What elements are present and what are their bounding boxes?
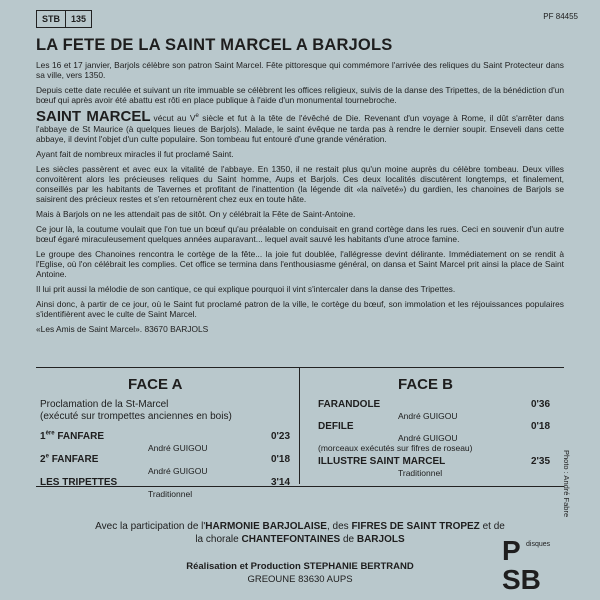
chorale-name: CHANTEFONTAINES [241,534,341,545]
face-b-track-2-note: (morceaux exécutés sur fifres de roseau) [318,443,473,453]
face-a-intro-line2: (exécuté sur trompettes anciennes en bois) [40,411,232,422]
participation-line-1 [36,520,564,533]
paragraph-9: Il lui prit aussi la mélodie de son cantique, ce qui explique pourquoi il vint s'intercaler dans la danse des Tripettes. [36,284,456,294]
face-a-track-2-duration: 0'18 [270,454,290,465]
face-a-track-1-duration: 0'23 [270,431,290,442]
face-a-heading: FACE A [128,376,183,393]
participation-line-2 [36,533,564,546]
track-number-suffix: ère [45,430,55,437]
track-number-suffix: e [45,453,49,460]
face-a-intro-line1: Proclamation de la St-Marcel [40,399,169,410]
participation-credits [36,520,564,546]
face-a-track-3-title: LES TRIPETTES [40,477,118,488]
face-a-track-2-credit: André GUIGOU [148,466,208,476]
paragraph-11-signature: «Les Amis de Saint Marcel». 83670 BARJOLS [36,324,209,334]
harmonie-name: HARMONIE BARJOLAISE [205,521,327,532]
photo-credit: Photo : André Fabre [562,450,571,518]
paragraph-6: Mais à Barjols on ne les attendait pas de sitôt. On y célébrait la Fête de Saint-Antoine. [36,209,356,219]
production-address: GREOUNE 83630 AUPS [247,574,353,585]
track-title: FANFARE [57,431,105,442]
face-b-track-1-duration: 0'36 [530,399,550,410]
face-b-track-2-credit: André GUIGOU [398,433,458,443]
production-credits [36,560,564,586]
face-b-track-1-title: FARANDOLE [318,399,381,410]
production-label: Réalisation et Production [186,561,304,572]
face-b-heading: FACE B [398,376,454,393]
label-prefix: STB [37,11,66,27]
face-b-track-3-title: ILLUSTRE SAINT MARCEL [318,456,446,467]
paragraph-7: Ce jour là, la coutume voulait que l'on tue un bœuf qu'au préalable on conduisait en grand cortège dans les rues. Ceci en souvenir d'un autre bœuf égaré miraculeusement quelques années auparavant... lequel avait sauvé les habitants d'une atroce famine. [36,224,564,244]
face-a-intro [40,399,232,423]
track-title: FANFARE [51,454,99,465]
face-b-track-3-duration: 2'35 [530,456,550,467]
logo-word: disques [526,541,551,548]
liner-notes [36,60,564,339]
paragraph-4: Ayant fait de nombreux miracles il fut proclamé Saint. [36,149,234,159]
town-name: BARJOLS [356,534,405,545]
saint-marcel-title: SAINT MARCEL [36,108,151,125]
logo-letter-p: P [502,535,521,566]
face-b-track-1-credit: André GUIGOU [398,411,458,421]
track-number: 2 [40,454,46,465]
producer-name: STEPHANIE BERTRAND [303,561,414,572]
tracklist-center-divider [299,368,300,484]
tracklist-top-divider [36,367,564,368]
catalog-box [36,10,92,28]
paragraph-10: Ainsi donc, à partir de ce jour, où le Saint fut proclamé patron de la ville, le cortège du bœuf, son immolation et les réjouissances populaires s'identifièrent avec le culte de Saint Marcel. [36,299,564,319]
paragraph-3 [36,110,564,144]
reference-code: PF 84455 [543,12,578,21]
logo-letters-sb: SB [502,564,541,592]
track-number: 1 [40,431,46,442]
face-a-track-2-title [40,454,98,465]
psb-logo-icon [500,534,552,592]
catalog-number: 135 [71,14,87,24]
face-b-track-2-title: DEFILE [318,421,354,432]
paragraph-2: Depuis cette date reculée et suivant un rite immuable se célèbrent les offices religieux, suivis de la danse des Tripettes, de la bénédiction d'un bœuf qui après avoir été abattu est rôti en place publique à l'aide d'un monumental tournebroche. [36,85,564,105]
participation-text: et de [479,521,505,532]
paragraph-5: Les siècles passèrent et avec eux la vitalité de l'abbaye. En 1350, il ne restait plus qu'un moine auprès du célèbre tombeau. Deux villes convoitèrent alors les précieuses reliques du Saint homme, Aups et Barjols. Ces deux localités discutèrent longtemps, et finalement, conseillés par les habitants de Tavernes et profitant de l'inattention (la légende dit «la naïveté») du gardien, les chanoines de Barjols se saisirent des précieux restes et s'en retournèrent chez eux en toute hâte. [36,164,564,204]
participation-text: la chorale [195,534,242,545]
production-line-1 [36,560,564,573]
page-title: LA FETE DE LA SAINT MARCEL A BARJOLS [36,36,393,54]
fifres-name: FIFRES DE SAINT TROPEZ [351,521,480,532]
face-a-track-1-title [40,431,104,442]
face-b-track-3-credit: Traditionnel [398,468,443,478]
participation-text: Avec la participation de l' [95,521,206,532]
century-superscript: e [195,113,199,120]
paragraph-3-start: vécut au V [153,113,196,123]
face-a-track-3-credit: Traditionnel [148,489,193,499]
paragraph-3-rest: siècle et fut à la tête de l'évêché de Die. Revenant d'un voyage à Rome, il dût s'arrêter dans l'abbaye de St Maurice (à quelques lieues de Barjols). Malade, le saint évêque ne tarda pas à rendre le dernier soupir. Enseveli dans cette abbaye, il devint l'objet d'un culte populaire. Son tombeau fut entouré d'une grande vénération. [36,113,564,144]
paragraph-8: Le groupe des Chanoines rencontra le cortège de la fête... la joie fut doublée, l'allégresse devint délirante. Immédiatement on se rendit à l'Eglise, où l'on célébrait les complies. Cet office se termina dans l'enthousiasme général, on dansa et Saint Marcel prit ainsi la place de Saint Antoine. [36,249,564,279]
face-a-track-1-credit: André GUIGOU [148,443,208,453]
face-a-track-3-duration: 3'14 [270,477,290,488]
face-b-track-2-duration: 0'18 [530,421,550,432]
paragraph-1: Les 16 et 17 janvier, Barjols célèbre son patron Saint Marcel. Fête pittoresque qui commémore l'arrivée des reliques du Saint Protecteur dans sa ville, vers 1350. [36,60,564,80]
participation-text: de [340,534,357,545]
participation-text: , des [326,521,352,532]
